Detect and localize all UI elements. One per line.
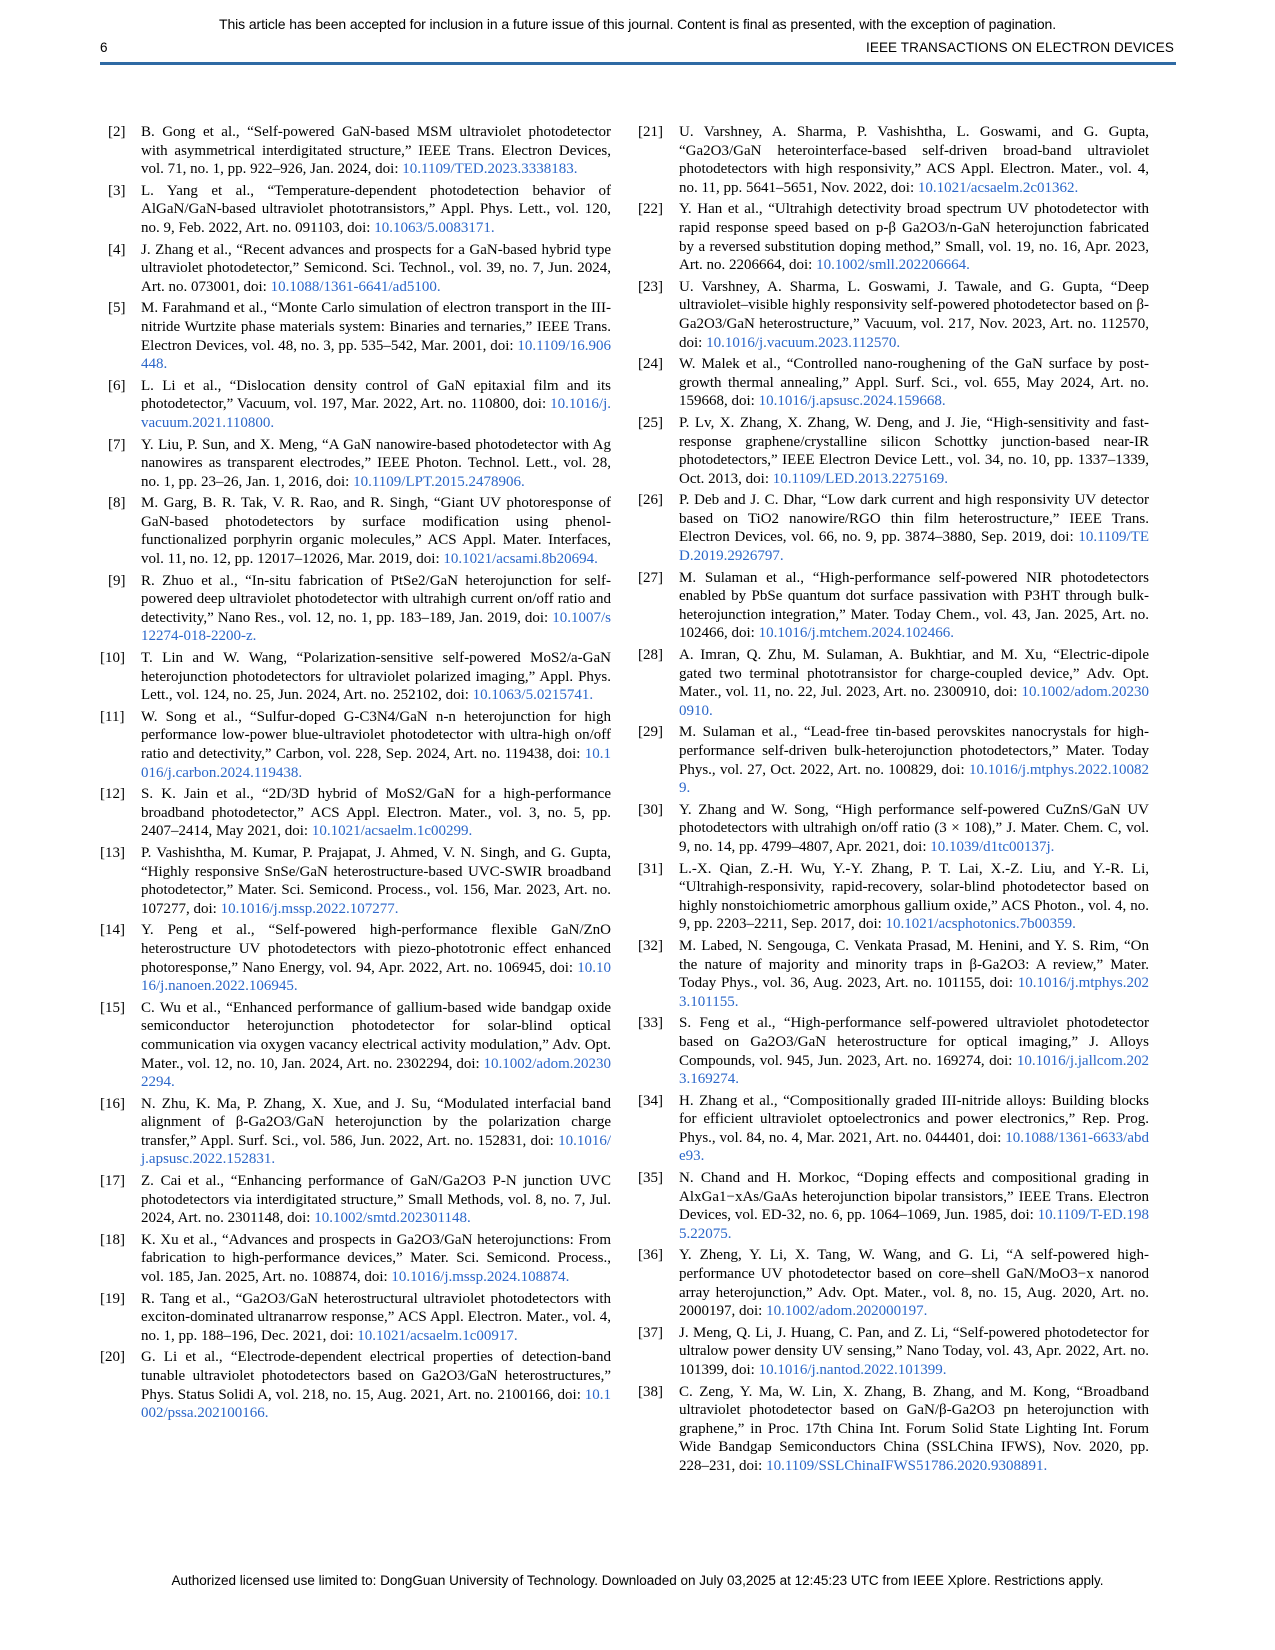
reference-text: N. Chand and H. Morkoc, “Doping effects and compositional grading in AlxGa1−xAs/GaAs heterojunction bipolar transistors,” IEEE Trans. Electron Devices, vol. ED-32, no. 6, pp. 1064–1069, Jun. 1985, doi: [679, 1170, 1149, 1224]
reference-number: [21] [638, 124, 663, 140]
reference-number: [9] [108, 572, 126, 589]
reference-text: Y. Han et al., “Ultrahigh detectivity broad spectrum UV photodetector with rapid response speed based on p-β Ga2O3/n-GaN heterojunction fabricated by a reversed substitution doping method,” Small, vol. 19, no. 16, Apr. 2023, Art. no. 2206664, doi: [679, 201, 1149, 274]
doi-link[interactable]: 10.1002/adom.202000197. [766, 1303, 928, 1320]
doi-link[interactable]: 10.1016/j.vacuum.2023.112570. [706, 334, 901, 351]
reference-number: [3] [108, 182, 126, 199]
doi-link[interactable]: 10.1016/j.mtphys.2022.100829. [679, 761, 1149, 797]
doi-link[interactable]: 10.1109/SSLChinaIFWS51786.2020.9308891. [766, 1457, 1048, 1474]
reference-text: G. Li et al., “Electrode-dependent electrical properties of detection-band tunable ultraviolet photodetectors based on Ga2O3/GaN heterostructures,” Phys. Status Solidi A, vol. 218, no. 15, Aug. 2021, Art. no. 2100166, doi: [141, 1349, 611, 1403]
reference-text: U. Varshney, A. Sharma, P. Vashishtha, L. Goswami, and G. Gupta, “Ga2O3/GaN heterointerface-based self-driven broad-band ultraviolet photodetectors with high responsivity,” ACS Appl. Electron. Mater., vol. 4, no. 11, pp. 5641–5651, Nov. 2022, doi: [679, 124, 1149, 196]
doi-link[interactable]: 10.1002/adom.202300910. [679, 684, 1149, 719]
reference-item [108, 494, 611, 568]
reference-item [100, 1290, 611, 1346]
reference-item [638, 414, 1149, 488]
reference-number: [12] [100, 786, 125, 803]
reference-item [100, 708, 611, 782]
reference-text: Y. Peng et al., “Self-powered high-performance flexible GaN/ZnO heterostructure UV photodetectors with piezo-phototronic effect enhanced photoresponse,” Nano Energy, vol. 94, Apr. 2022, Art. no. 106945, doi: [141, 922, 611, 976]
reference-number: [7] [108, 436, 126, 453]
reference-number: [28] [638, 647, 663, 664]
reference-number: [36] [638, 1247, 663, 1264]
doi-link[interactable]: 10.1016/j.carbon.2024.119438. [141, 746, 611, 781]
reference-text: P. Lv, X. Zhang, X. Zhang, W. Deng, and J. Jie, “High-sensitivity and fast-response graphene/crystalline silicon Schottky junction-based near-IR photodetectors,” IEEE Electron Device Lett., vol. 34, no. 10, pp. 1337–1339, Oct. 2013, doi: [679, 414, 1149, 487]
reference-text: P. Deb and J. C. Dhar, “Low dark current and high responsivity UV detector based on TiO2 nanowire/RGO thin film heterostructure,” IEEE Trans. Electron Devices, vol. 66, no. 9, pp. 3874–3880, Sep. 2019, doi: [679, 492, 1149, 546]
reference-number: [33] [638, 1015, 663, 1032]
doi-link[interactable]: 10.1021/acsami.8b20694. [443, 551, 598, 568]
doi-link[interactable]: 10.1016/j.vacuum.2021.110800. [141, 396, 611, 431]
doi-link[interactable]: 10.1109/16.906448. [141, 337, 611, 373]
reference-text: M. Garg, B. R. Tak, V. R. Rao, and R. Singh, “Giant UV photoresponse of GaN-based photodetectors by surface modification using phenol-functionalized porphyrin organic molecules,” ACS Appl. Mater. Interfaces, vol. 11, no. 12, pp. 12017–12026, Mar. 2019, doi: [141, 495, 611, 568]
doi-link[interactable]: 10.1002/adom.202302294. [141, 1055, 611, 1091]
reference-item [638, 1246, 1149, 1320]
reference-number: [8] [108, 495, 126, 512]
doi-link[interactable]: 10.1016/j.nanoen.2022.106945. [141, 959, 611, 995]
reference-text: B. Gong et al., “Self-powered GaN-based MSM ultraviolet photodetector with asymmetrical interdigitated structure,” IEEE Trans. Electron Devices, vol. 71, no. 1, pp. 922–926, Jan. 2024, doi: [141, 124, 611, 178]
reference-item [100, 1348, 611, 1422]
reference-text: U. Varshney, A. Sharma, L. Goswami, J. Tawale, and G. Gupta, “Deep ultraviolet–visible highly responsivity self-powered photodetector based on β-Ga2O3/GaN heterostructure,” Vacuum, vol. 217, Nov. 2023, Art. no. 112570, doi: [679, 278, 1149, 351]
reference-text: M. Labed, N. Sengouga, C. Venkata Prasad, M. Henini, and Y. S. Rim, “On the nature of majority and minority traps in β-Ga2O3: A review,” Mater. Today Phys., vol. 36, Aug. 2023, Art. no. 101155, doi: [679, 937, 1149, 992]
reference-item [638, 801, 1149, 857]
doi-link[interactable]: 10.1109/LED.2013.2275169. [772, 470, 949, 487]
references-right-column [638, 123, 1149, 1479]
doi-link[interactable]: 10.1109/TED.2023.3338183. [402, 161, 578, 178]
reference-number: [11] [100, 708, 125, 725]
reference-number: [20] [100, 1349, 125, 1366]
reference-number: [34] [638, 1092, 663, 1109]
reference-item [638, 646, 1149, 720]
reference-item [108, 572, 611, 646]
reference-text: C. Zeng, Y. Ma, W. Lin, X. Zhang, B. Zhang, and M. Kong, “Broadband ultraviolet photodetector based on GaN/β-Ga2O3 pn heterojunction with graphene,” in Proc. 17th China Int. Forum Solid State Lighting Int. Forum Wide Bandgap Semiconductors China (SSLChina IFWS), Nov. 2020, pp. 228–231, doi: [679, 1383, 1149, 1474]
page-number: 6 [100, 40, 108, 55]
reference-text: P. Vashishtha, M. Kumar, P. Prajapat, J. Ahmed, V. N. Singh, and G. Gupta, “Highly responsive SnSe/GaN heterostructure-based UVC-SWIR broadband photodetector,” Mater. Sci. Semicond. Process., vol. 156, Mar. 2023, Art. no. 107277, doi: [141, 844, 611, 917]
reference-number: [35] [638, 1170, 663, 1187]
reference-item [100, 1172, 611, 1228]
doi-link[interactable]: 10.1063/5.0083171. [374, 219, 495, 236]
reference-text: T. Lin and W. Wang, “Polarization-sensitive self-powered MoS2/a-GaN heterojunction photodetectors for ultraviolet polarized imaging,” Appl. Phys. Lett., vol. 124, no. 25, Jun. 2024, Art. no. 252102, doi: [141, 650, 611, 704]
reference-number: [30] [638, 801, 663, 818]
reference-item [108, 182, 611, 238]
reference-number: [22] [638, 201, 663, 218]
doi-link[interactable]: 10.1002/smtd.202301148. [314, 1210, 471, 1227]
reference-text: C. Wu et al., “Enhanced performance of gallium-based wide bandgap oxide semiconductor heterojunction photodetector for solar-blind optical communication via oxygen vacancy electrical activity modulation,” Adv. Opt. Mater., vol. 12, no. 10, Jan. 2024, Art. no. 2302294, doi: [141, 999, 611, 1072]
reference-item [108, 377, 611, 433]
reference-text: L. Yang et al., “Temperature-dependent photodetection behavior of AlGaN/GaN-based ultraviolet phototransistors,” Appl. Phys. Lett., vol. 120, no. 9, Feb. 2022, Art. no. 091103, doi: [141, 182, 611, 236]
reference-item [638, 1092, 1149, 1166]
doi-link[interactable]: 10.1039/d1tc00137j. [930, 838, 1055, 855]
reference-text: S. K. Jain et al., “2D/3D hybrid of MoS2/GaN for a high-performance broadband photodetector,” ACS Appl. Electron. Mater., vol. 3, no. 5, pp. 2407–2414, May 2021, doi: [141, 786, 611, 840]
reference-item [638, 937, 1149, 1011]
reference-number: [15] [100, 999, 125, 1016]
reference-text: R. Tang et al., “Ga2O3/GaN heterostructural ultraviolet photodetectors with exciton-dominated ultranarrow response,” ACS Appl. Electron. Mater., vol. 4, no. 1, pp. 188–196, Dec. 2021, doi: [141, 1290, 611, 1344]
reference-item [108, 299, 611, 373]
doi-link[interactable]: 10.1016/j.jallcom.2023.169274. [679, 1052, 1149, 1088]
reference-number: [19] [100, 1290, 125, 1307]
reference-text: A. Imran, Q. Zhu, M. Sulaman, A. Bukhtiar, and M. Xu, “Electric-dipole gated two terminal phototransistor for charge-coupled device,” Adv. Opt. Mater., vol. 11, no. 22, Jul. 2023, Art. no. 2300910, doi: [679, 647, 1149, 701]
reference-number: [13] [100, 844, 125, 861]
reference-item [638, 723, 1149, 797]
reference-number: [23] [638, 278, 663, 295]
reference-item [638, 491, 1149, 565]
reference-text: S. Feng et al., “High-performance self-powered ultraviolet photodetector based on Ga2O3/GaN heterostructure for optical imaging,” J. Alloys Compounds, vol. 945, Jun. 2023, Art. no. 169274, doi: [679, 1015, 1149, 1069]
reference-number: [2] [108, 124, 126, 140]
doi-link[interactable]: 10.1016/j.mssp.2022.107277. [220, 900, 399, 917]
reference-item [100, 1231, 611, 1287]
reference-number: [14] [100, 922, 125, 939]
reference-item [100, 844, 611, 918]
doi-link[interactable]: 10.1016/j.apsusc.2024.159668. [758, 393, 946, 410]
reference-item [100, 921, 611, 995]
reference-number: [5] [108, 300, 126, 317]
reference-text: J. Zhang et al., “Recent advances and prospects for a GaN-based hybrid type ultraviolet photodetector,” Semicond. Sci. Technol., vol. 39, no. 7, Jun. 2024, Art. no. 073001, doi: [141, 241, 611, 295]
reference-number: [27] [638, 569, 663, 586]
doi-link[interactable]: 10.1021/acsaelm.1c00299. [311, 823, 473, 840]
reference-number: [24] [638, 356, 663, 373]
reference-text: L.-X. Qian, Z.-H. Wu, Y.-Y. Zhang, P. T. Lai, X.-Z. Liu, and Y.-R. Li, “Ultrahigh-responsivity, rapid-recovery, solar-blind photodetector based on highly nonstoichiometric amorphous gallium oxide,” ACS Photon., vol. 4, no. 9, pp. 2203–2211, Sep. 2017, doi: [679, 860, 1149, 933]
reference-number: [29] [638, 724, 663, 741]
doi-link[interactable]: 10.1016/j.mssp.2024.108874. [391, 1269, 570, 1286]
reference-text: M. Sulaman et al., “High-performance self-powered NIR photodetectors enabled by PbSe quantum dot surface passivation with P3HT through bulk-heterojunction integration,” Mater. Today Chem., vol. 43, Jan. 2025, Art. no. 102466, doi: [679, 569, 1149, 642]
reference-item [638, 1324, 1149, 1380]
reference-item [108, 241, 611, 297]
doi-link[interactable]: 10.1021/acsaelm.1c00917. [357, 1327, 518, 1344]
reference-text: N. Zhu, K. Ma, P. Zhang, X. Xue, and J. Su, “Modulated interfacial band alignment of β-Ga2O3/GaN heterojunction by the polarization charge transfer,” Appl. Surf. Sci., vol. 586, Jun. 2022, Art. no. 152831, doi: [141, 1095, 611, 1149]
header-rule [100, 62, 1176, 65]
reference-text: L. Li et al., “Dislocation density control of GaN epitaxial film and its photodetector,” Vacuum, vol. 197, Mar. 2022, Art. no. 110800, doi: [141, 377, 611, 413]
reference-item [100, 785, 611, 841]
reference-item [638, 123, 1149, 197]
doi-link[interactable]: 10.1063/5.0215741. [472, 687, 594, 704]
reference-text: M. Farahmand et al., “Monte Carlo simulation of electron transport in the III-nitride Wurtzite phase materials system: Binaries and ternaries,” IEEE Trans. Electron Devices, vol. 48, no. 3, pp. 535–542, Mar. 2001, doi: [141, 300, 611, 354]
doi-link[interactable]: 10.1016/j.mtchem.2024.102466. [758, 625, 954, 642]
reference-number: [18] [100, 1231, 125, 1248]
reference-item [638, 1169, 1149, 1243]
reference-number: [37] [638, 1324, 663, 1341]
doi-link[interactable]: 10.1002/smll.202206664. [816, 257, 970, 274]
reference-item [638, 278, 1149, 352]
reference-number: [38] [638, 1383, 663, 1400]
reference-item [108, 436, 611, 492]
reference-item [100, 1095, 611, 1169]
doi-link[interactable]: 10.1016/j.mtphys.2023.101155. [679, 975, 1149, 1010]
doi-link[interactable]: 10.1021/acsphotonics.7b00359. [885, 916, 1076, 933]
reference-number: [4] [108, 241, 126, 258]
reference-item [100, 999, 611, 1092]
doi-link[interactable]: 10.1016/j.nantod.2022.101399. [758, 1362, 947, 1378]
reference-number: [10] [100, 650, 125, 667]
license-footer: Authorized licensed use limited to: DongGuan University of Technology. Downloaded on July 03,2025 at 12:45:23 UTC from IEEE Xplore. Restrictions apply. [171, 1573, 1104, 1588]
reference-item [108, 123, 611, 179]
doi-link[interactable]: 10.1002/pssa.202100166. [141, 1386, 611, 1422]
reference-text: Y. Zheng, Y. Li, X. Tang, W. Wang, and G. Li, “A self-powered high-performance UV photodetector based on core–shell GaN/MoO3−x nanorod array heterojunction,” Adv. Opt. Mater., vol. 8, no. 15, Aug. 2020, Art. no. 2000197, doi: [679, 1247, 1149, 1320]
doi-link[interactable]: 10.1016/j.apsusc.2022.152831. [141, 1132, 611, 1168]
reference-text: R. Zhuo et al., “In-situ fabrication of PtSe2/GaN heterojunction for self-powered deep ultraviolet photodetector with ultrahigh current on/off ratio and detectivity,” Nano Res., vol. 12, no. 1, pp. 183–189, Jan. 2019, doi: [141, 572, 611, 626]
reference-number: [26] [638, 492, 663, 509]
reference-text: W. Malek et al., “Controlled nano-roughening of the GaN surface by post-growth thermal annealing,” Appl. Surf. Sci., vol. 655, May 2024, Art. no. 159668, doi: [679, 356, 1149, 410]
reference-number: [17] [100, 1173, 125, 1190]
acceptance-notice: This article has been accepted for inclusion in a future issue of this journal. Content is final as presented, with the exception of pagination. [219, 16, 1056, 32]
doi-link[interactable]: 10.1109/T-ED.1985.22075. [679, 1207, 1149, 1242]
reference-number: [32] [638, 937, 663, 954]
reference-item [638, 569, 1149, 643]
doi-link[interactable]: 10.1109/TED.2019.2926797. [679, 529, 1149, 565]
reference-number: [6] [108, 377, 126, 394]
reference-item [638, 355, 1149, 411]
reference-text: Z. Cai et al., “Enhancing performance of GaN/Ga2O3 P-N junction UVC photodetectors via interdigitated structure,” Small Methods, vol. 8, no. 7, Jul. 2024, Art. no. 2301148, doi: [141, 1173, 611, 1227]
reference-text: Y. Liu, P. Sun, and X. Meng, “A GaN nanowire-based photodetector with Ag nanowires as transparent electrodes,” IEEE Photon. Technol. Lett., vol. 28, no. 1, pp. 23–26, Jan. 1, 2016, doi: [141, 436, 611, 490]
reference-text: K. Xu et al., “Advances and prospects in Ga2O3/GaN heterojunctions: From fabrication to high-performance devices,” Mater. Sci. Semicond. Process., vol. 185, Jan. 2025, Art. no. 108874, doi: [141, 1231, 611, 1286]
reference-item [638, 200, 1149, 274]
doi-link[interactable]: 10.1007/s12274-018-2200-z. [141, 609, 611, 645]
reference-text: H. Zhang et al., “Compositionally graded III-nitride alloys: Building blocks for efficient ultraviolet optoelectronics and power electronics,” Rep. Prog. Phys., vol. 84, no. 4, Mar. 2021, Art. no. 044401, doi: [679, 1092, 1149, 1146]
reference-text: M. Sulaman et al., “Lead-free tin-based perovskites nanocrystals for high-performance self-driven bulk-heterojunction photodetectors,” Mater. Today Phys., vol. 27, Oct. 2022, Art. no. 100829, doi: [679, 724, 1149, 778]
reference-text: W. Song et al., “Sulfur-doped G-C3N4/GaN n-n heterojunction for high performance low-power blue-ultraviolet photodetector with ultra-high on/off ratio and detectivity,” Carbon, vol. 228, Sep. 2024, Art. no. 119438, doi: [141, 708, 611, 762]
reference-text: J. Meng, Q. Li, J. Huang, C. Pan, and Z. Li, “Self-powered photodetector for ultralow power density UV sensing,” Nano Today, vol. 43, Apr. 2022, Art. no. 101399, doi: [679, 1324, 1149, 1378]
reference-number: [16] [100, 1095, 125, 1112]
reference-text: Y. Zhang and W. Song, “High performance self-powered CuZnS/GaN UV photodetectors with ultrahigh on/off ratio (3 × 108),” J. Mater. Chem. C, vol. 9, no. 14, pp. 4799–4807, Apr. 2021, doi: [679, 801, 1149, 855]
reference-item [638, 1383, 1149, 1476]
doi-link[interactable]: 10.1021/acsaelm.2c01362. [917, 179, 1079, 196]
journal-title: IEEE TRANSACTIONS ON ELECTRON DEVICES [865, 40, 1174, 55]
doi-link[interactable]: 10.1109/LPT.2015.2478906. [353, 473, 525, 490]
reference-number: [31] [638, 860, 663, 877]
references-left-column [100, 123, 611, 1426]
reference-item [638, 1014, 1149, 1088]
reference-item [638, 860, 1149, 934]
doi-link[interactable]: 10.1088/1361-6633/abde93. [679, 1129, 1149, 1165]
doi-link[interactable]: 10.1088/1361-6641/ad5100. [270, 278, 441, 295]
reference-number: [25] [638, 414, 663, 431]
reference-item [100, 649, 611, 705]
